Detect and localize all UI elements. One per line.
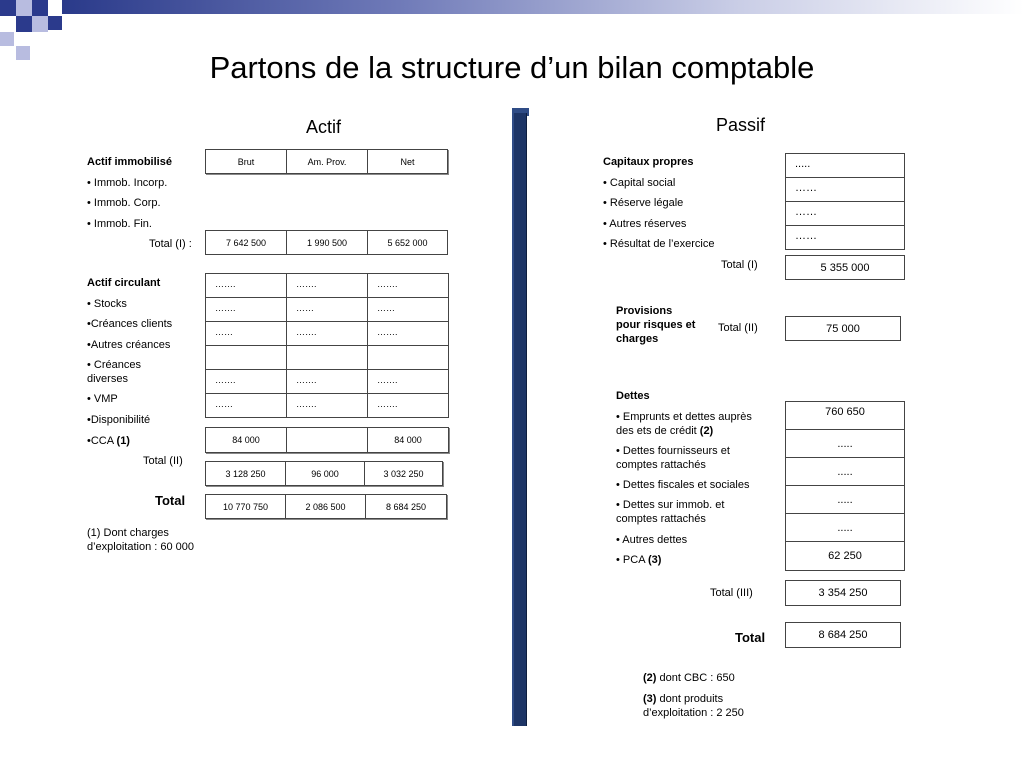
actif-circulant-heading: Actif circulant	[87, 277, 161, 289]
total-i-am-prov: 1 990 500	[286, 230, 368, 255]
dettes-item	[616, 410, 766, 438]
circulant-cell: …….	[205, 273, 287, 298]
actif-immobilise-total-label: Total (I) :	[149, 238, 192, 250]
cca-brut: 84 000	[205, 427, 287, 453]
provisions-total: 75 000	[785, 316, 901, 341]
circulant-cell: …….	[367, 273, 449, 298]
actif-grand-total-label: Total	[155, 493, 186, 508]
note-ref: (3)	[643, 693, 657, 705]
capitaux-value: ……	[785, 225, 905, 250]
circulant-cell: …….	[205, 297, 287, 322]
dettes-item: • Dettes sur immob. et comptes rattachés	[616, 499, 725, 525]
actif-circulant-item: •Autres créances	[87, 339, 171, 351]
total-i-net: 5 652 000	[367, 230, 448, 255]
circulant-cell: ……	[286, 297, 368, 322]
actif-circulant-total-label: Total (II)	[143, 455, 183, 467]
circulant-cell: …….	[286, 393, 368, 418]
circulant-cell: …….	[367, 369, 449, 394]
pca-ref: (3)	[647, 554, 662, 566]
dettes-item: • Dettes fournisseurs et comptes rattachés	[616, 445, 730, 471]
dettes-item-pca	[616, 553, 661, 567]
actif-circulant-item: •Disponibilité	[87, 414, 151, 426]
dettes-total: 3 354 250	[785, 580, 901, 606]
circulant-cell: …….	[367, 393, 449, 418]
grand-total-net: 8 684 250	[365, 494, 447, 519]
dettes-value: .....	[785, 457, 905, 486]
capitaux-total-label: Total (I)	[721, 259, 758, 271]
note-ref: (2)	[643, 672, 657, 684]
dettes-heading: Dettes	[616, 390, 650, 402]
note-text: dont CBC : 650	[656, 672, 735, 684]
page-title: Partons de la structure d’un bilan comptable	[209, 50, 815, 85]
capitaux-item: • Autres réserves	[603, 218, 687, 230]
actif-immobilise-item: • Immob. Fin.	[87, 218, 152, 230]
total-ii-brut: 3 128 250	[205, 461, 286, 486]
dettes-item: • Autres dettes	[616, 534, 688, 546]
cca-am-prov	[286, 427, 368, 453]
actif-heading: Actif	[306, 117, 342, 137]
circulant-cell: …….	[286, 321, 368, 346]
capitaux-value: ……	[785, 201, 905, 226]
cca-label: •CCA	[87, 435, 117, 447]
circulant-cell: …….	[286, 369, 368, 394]
actif-circulant-item-cca	[87, 434, 130, 448]
capitaux-item: • Résultat de l’exercice	[603, 238, 715, 250]
capitaux-item: • Réserve légale	[603, 197, 684, 209]
dettes-item: • Dettes fiscales et sociales	[616, 479, 750, 491]
passif-note	[643, 692, 763, 720]
grand-total-brut: 10 770 750	[205, 494, 286, 519]
actif-circulant-item: • Créances diverses	[87, 359, 141, 385]
actif-immobilise-item: • Immob. Corp.	[87, 197, 161, 209]
circulant-cell: ……	[205, 393, 287, 418]
dettes-value: .....	[785, 485, 905, 514]
dettes-value: 760 650	[785, 401, 905, 430]
dettes-value: 62 250	[785, 541, 905, 571]
circulant-cell	[367, 345, 449, 370]
column-header-net: Net	[367, 149, 448, 174]
passif-grand-total: 8 684 250	[785, 622, 901, 648]
circulant-cell: …….	[367, 321, 449, 346]
capitaux-propres-heading: Capitaux propres	[603, 156, 694, 168]
circulant-cell: ……	[205, 321, 287, 346]
actif-immobilise-heading: Actif immobilisé	[87, 156, 172, 168]
dettes-ref: (2)	[699, 425, 714, 437]
passif-grand-total-label: Total	[735, 630, 766, 645]
actif-circulant-item: • VMP	[87, 393, 118, 405]
dettes-value: .....	[785, 513, 905, 542]
capitaux-item: • Capital social	[603, 177, 676, 189]
passif-heading: Passif	[716, 115, 766, 135]
column-header-brut: Brut	[205, 149, 287, 174]
total-i-brut: 7 642 500	[205, 230, 287, 255]
note-text: dont produits d’exploitation : 2 250	[643, 693, 744, 719]
dettes-item-text: • Emprunts et dettes auprès des ets de crédit	[616, 411, 752, 437]
circulant-cell: …….	[205, 369, 287, 394]
total-ii-net: 3 032 250	[364, 461, 443, 486]
vertical-divider	[512, 113, 527, 726]
pca-label: • PCA	[616, 554, 648, 566]
circulant-cell	[205, 345, 287, 370]
grand-total-am-prov: 2 086 500	[285, 494, 366, 519]
circulant-cell: …….	[286, 273, 368, 298]
actif-circulant-item: • Stocks	[87, 298, 127, 310]
provisions-total-label: Total (II)	[718, 322, 758, 334]
dettes-total-label: Total (III)	[710, 587, 753, 599]
actif-circulant-item: •Créances clients	[87, 318, 173, 330]
circulant-cell	[286, 345, 368, 370]
provisions-heading: Provisions pour risques et charges	[616, 305, 696, 345]
cca-net: 84 000	[367, 427, 449, 453]
circulant-cell: ……	[367, 297, 449, 322]
column-header-am-prov: Am. Prov.	[286, 149, 368, 174]
cca-ref: (1)	[116, 435, 130, 447]
actif-immobilise-item: • Immob. Incorp.	[87, 177, 168, 189]
actif-footnote: (1) Dont charges d’exploitation : 60 000	[87, 527, 195, 553]
total-ii-am-prov: 96 000	[285, 461, 365, 486]
dettes-value: .....	[785, 429, 905, 458]
passif-note	[643, 671, 735, 685]
capitaux-total: 5 355 000	[785, 255, 905, 280]
capitaux-value: ……	[785, 177, 905, 202]
capitaux-value: .....	[785, 153, 905, 178]
